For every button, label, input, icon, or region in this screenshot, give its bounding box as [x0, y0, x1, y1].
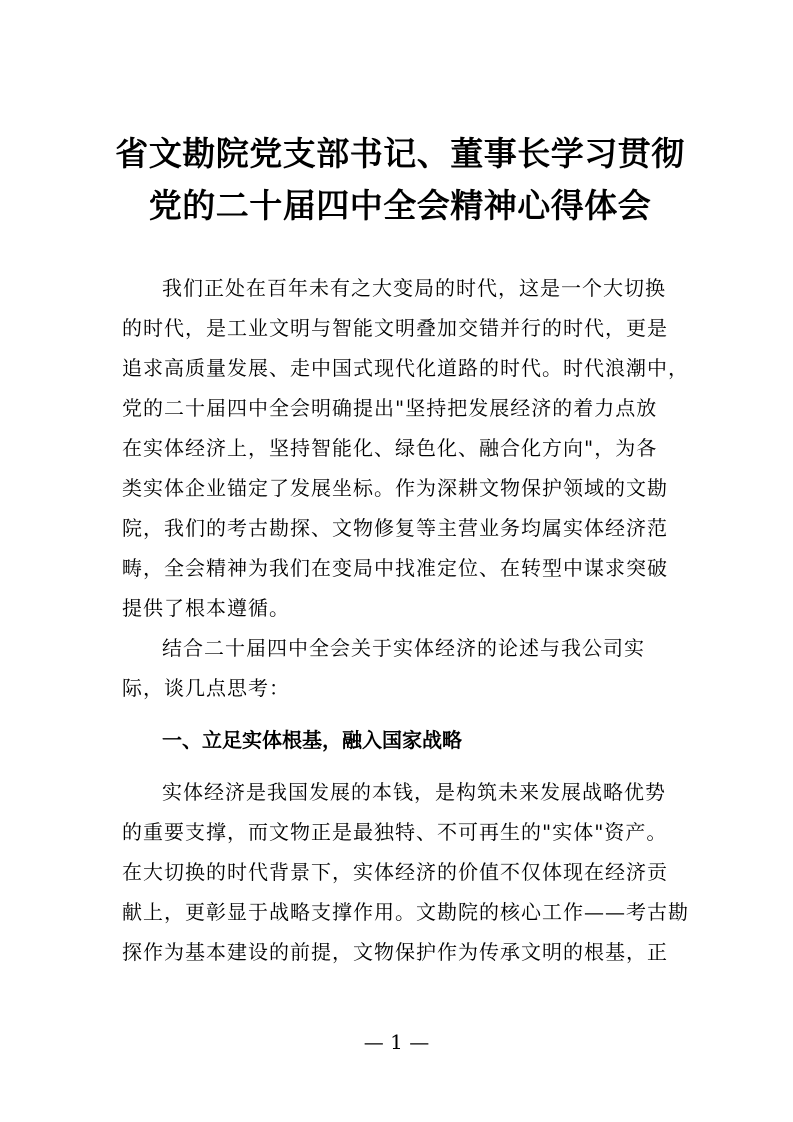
text-line: 在大切换的时代背景下，实体经济的价值不仅体现在经济贡: [122, 860, 668, 884]
paragraph-1: [122, 268, 689, 628]
text-line: 献上，更彰显于战略支撑作用。文勘院的核心工作——考古勘: [122, 900, 689, 924]
paragraph-2: [122, 628, 682, 708]
title-line-2: 党的二十届四中全会精神心得体会: [148, 186, 652, 225]
text-line: 党的二十届四中全会明确提出"坚持把发展经济的着力点放: [122, 396, 658, 420]
text-line: 畴，全会精神为我们在变局中找准定位、在转型中谋求突破: [122, 556, 668, 580]
document-title: [100, 128, 700, 232]
document-body: [122, 268, 689, 972]
text-line: 际，谈几点思考：: [122, 676, 290, 700]
text-line: 我们正处在百年未有之大变局的时代，这是一个大切换: [162, 276, 666, 300]
title-line-1: 省文勘院党支部书记、董事长学习贯彻: [115, 134, 685, 173]
text-line: 的时代，是工业文明与智能文明叠加交错并行的时代，更是: [122, 316, 668, 340]
text-line: 类实体企业锚定了发展坐标。作为深耕文物保护领域的文勘: [122, 476, 668, 500]
text-line: 探作为基本建设的前提，文物保护作为传承文明的根基，正: [122, 940, 668, 964]
text-line: 追求高质量发展、走中国式现代化道路的时代。时代浪潮中，: [122, 356, 689, 380]
text-line: 提供了根本遵循。: [122, 596, 290, 620]
text-line: 的重要支撑，而文物正是最独特、不可再生的"实体"资产。: [122, 820, 668, 844]
section-heading-1: 一、立足实体根基，融入国家战略: [162, 728, 462, 752]
text-line: 实体经济是我国发展的本钱，是构筑未来发展战略优势: [162, 780, 666, 804]
text-line: 院，我们的考古勘探、文物修复等主营业务均属实体经济范: [122, 516, 668, 540]
text-line: 结合二十届四中全会关于实体经济的论述与我公司实: [162, 636, 645, 660]
paragraph-3: [122, 772, 689, 972]
page-number: — 1 —: [363, 1030, 430, 1054]
text-line: 在实体经济上，坚持智能化、绿色化、融合化方向"，为各: [122, 436, 658, 460]
